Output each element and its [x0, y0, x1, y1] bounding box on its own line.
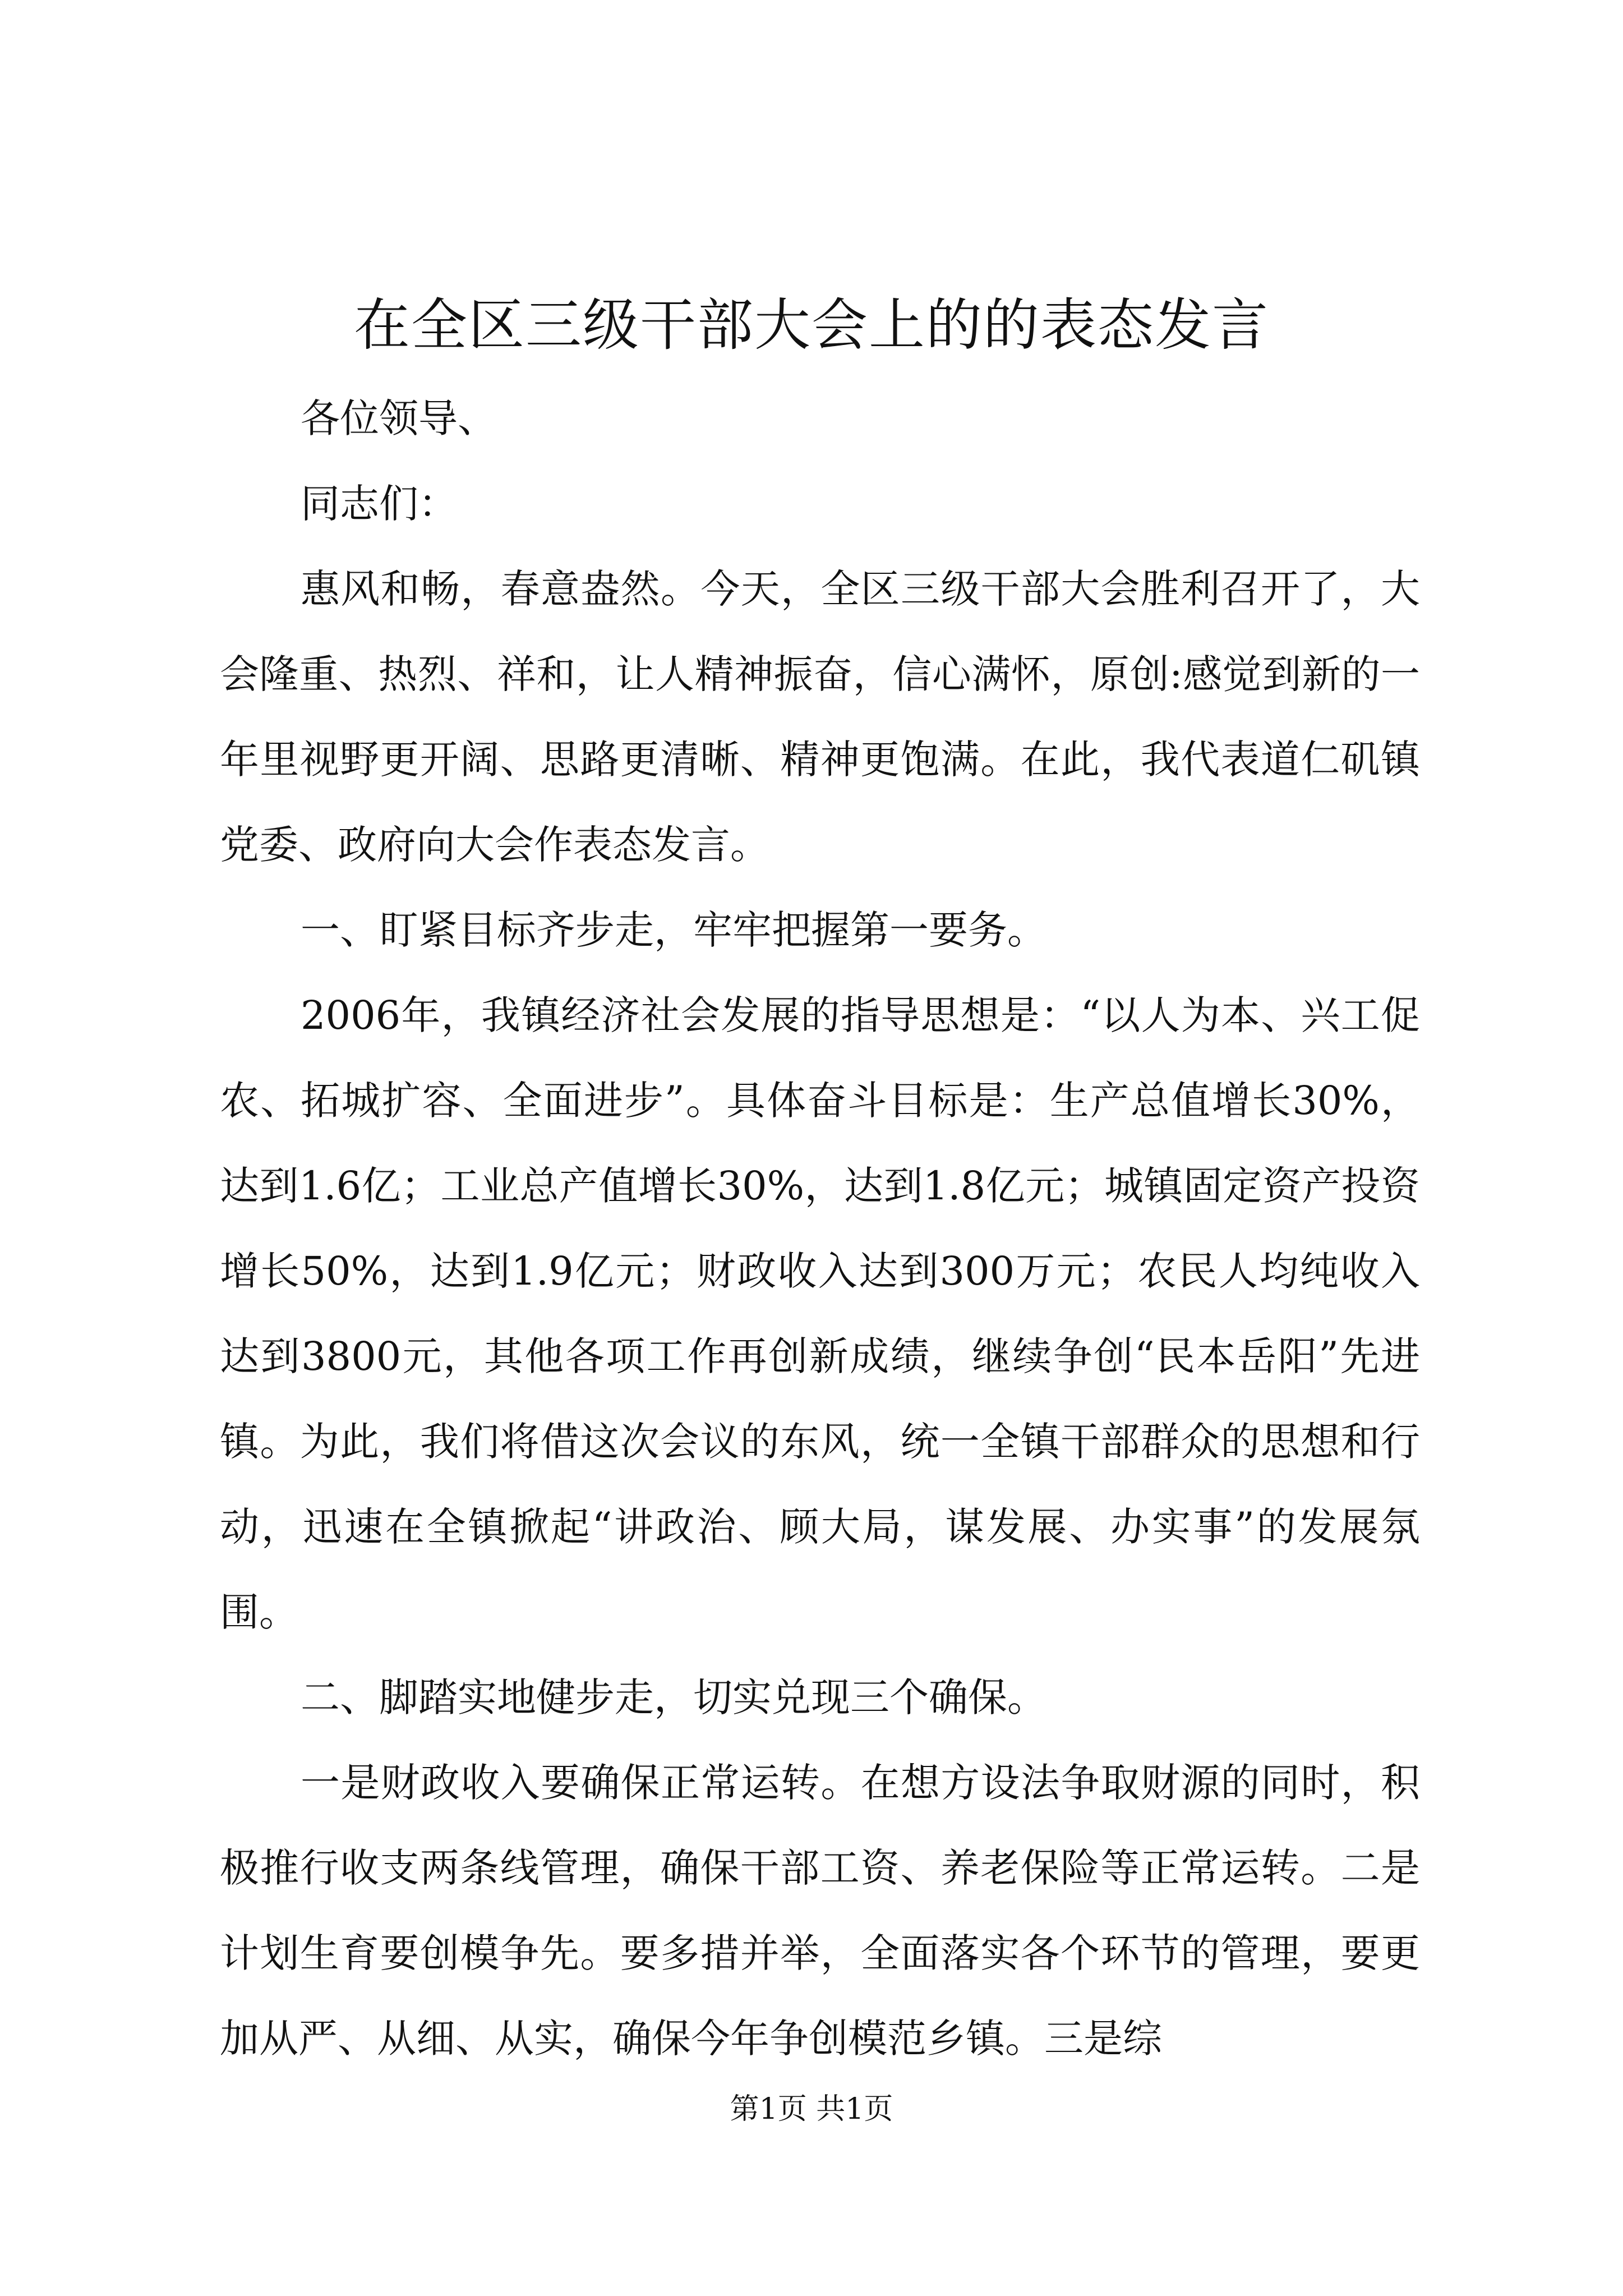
salutation-line-1: 各位领导、 [301, 395, 497, 441]
guarantees-paragraph: 一是财政收入要确保正常运转。在想方设法争取财源的同时，积极推行收支两条线管理，确保干部工资、养老保险等正常运转。二是计划生育要创模争先。要多措并举，全面落实各个环节的管理，要更加从严、从细、从实，确保今年争创模范乡镇。三是综 [220, 1760, 1420, 2062]
section-heading-2: 二、脚踏实地健步走，切实兑现三个确保。 [301, 1674, 1046, 1720]
page-number-footer: 第1页 共1页 [730, 2092, 893, 2126]
section-heading-1: 一、盯紧目标齐步走，牢牢把握第一要务。 [301, 907, 1046, 953]
salutation-line-2: 同志们： [301, 481, 458, 527]
document-body [220, 376, 1420, 2081]
opening-paragraph: 惠风和畅，春意盎然。今天，全区三级干部大会胜利召开了，大会隆重、热烈、祥和，让人精神振奋，信心满怀，原创:感觉到新的一年里视野更开阔、思路更清晰、精神更饱满。在此，我代表道仁矶镇党委、政府向大会作表态发言。 [220, 566, 1420, 868]
document-title: 在全区三级干部大会上的的表态发言 [354, 292, 1269, 358]
goals-paragraph: 2006年，我镇经济社会发展的指导思想是：“以人为本、兴工促农、拓城扩容、全面进步”。具体奋斗目标是：生产总值增长30%，达到1.6亿；工业总产值增长30%，达到1.8亿元；城镇固定资产投资增长50%，达到1.9亿元；财政收入达到300万元；农民人均纯收入达到3800元，其他各项工作再创新成绩，继续争创“民本岳阳”先进镇。为此，我们将借这次会议的东风，统一全镇干部群众的思想和行动，迅速在全镇掀起“讲政治、顾大局，谋发展、办实事”的发展氛围。 [220, 992, 1420, 1635]
